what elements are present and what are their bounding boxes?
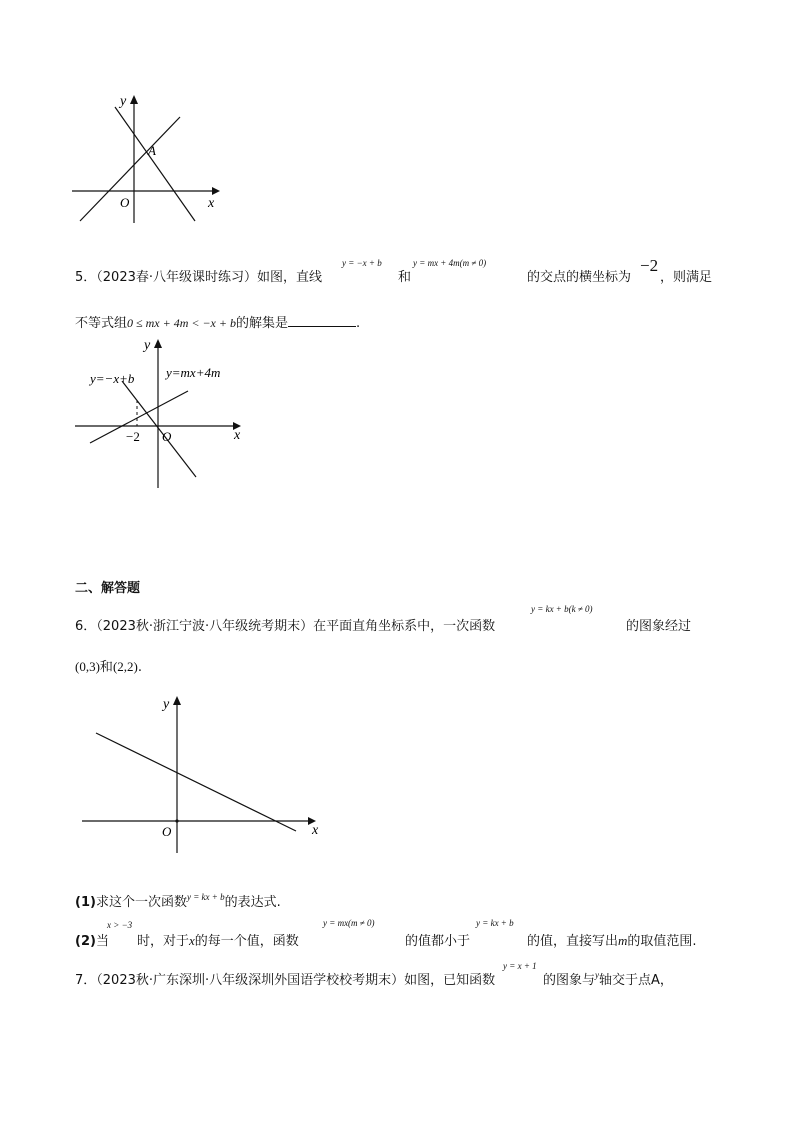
line-kx-b bbox=[96, 733, 296, 831]
part-label: (2) bbox=[75, 934, 96, 949]
period: . bbox=[137, 660, 142, 675]
y-label: y bbox=[163, 697, 170, 712]
figure-3-graph bbox=[80, 690, 330, 855]
origin-label: O bbox=[162, 429, 172, 444]
formula-func1: y = mx(m ≠ 0) bbox=[323, 918, 375, 928]
tick-neg2-label: −2 bbox=[126, 429, 140, 444]
question-number: 5． bbox=[75, 270, 97, 285]
point-a-label: A bbox=[148, 143, 156, 158]
question-source: （2023秋·浙江宁波·八年级统考期末）在平面直角坐标系中，一次函数 bbox=[96, 619, 496, 634]
x-axis-arrow-icon bbox=[212, 187, 220, 195]
text2: 的图象与 bbox=[543, 973, 596, 988]
question-source: （2023春·八年级课时练习）如图，直线 bbox=[96, 270, 322, 285]
and-text: 和 bbox=[398, 270, 412, 285]
inequality: 0 ≤ mx + 4m < −x + b bbox=[127, 316, 236, 330]
text3: 的每一个值，函数 bbox=[194, 934, 299, 949]
formula-func: y = x + 1 bbox=[503, 961, 537, 971]
question-6-line2 bbox=[75, 656, 142, 675]
origin-label: O bbox=[162, 824, 172, 839]
question-number: 6． bbox=[75, 619, 97, 634]
and-text: 和 bbox=[99, 660, 113, 675]
text2: 时，对于 bbox=[137, 934, 190, 949]
text6: 的取值范围. bbox=[627, 934, 697, 949]
question-6-part-1 bbox=[75, 891, 281, 910]
var-x: x bbox=[189, 933, 195, 948]
x-label: x bbox=[208, 196, 215, 211]
x-label: x bbox=[234, 428, 241, 443]
formula-line1: y = −x + b bbox=[342, 258, 382, 268]
formula-func2: y = kx + b bbox=[476, 918, 514, 928]
origin-dot bbox=[175, 819, 178, 822]
point-2: (2,2) bbox=[112, 659, 138, 674]
var-m: m bbox=[618, 933, 628, 948]
text-after: 的交点的横坐标为 bbox=[527, 270, 632, 285]
formula-func: y = kx + b(k ≠ 0) bbox=[531, 604, 593, 614]
origin-label: O bbox=[120, 195, 130, 210]
period: . bbox=[356, 316, 361, 331]
condition: x > −3 bbox=[107, 920, 133, 930]
question-7 bbox=[75, 969, 495, 988]
y-axis-arrow-icon bbox=[173, 696, 181, 705]
inequality-prefix: 不等式组 bbox=[75, 316, 128, 331]
formula: y = kx + b bbox=[186, 892, 225, 902]
text-end: ，则满足 bbox=[660, 270, 713, 285]
x-label: x bbox=[312, 823, 319, 838]
line-rising bbox=[80, 117, 180, 221]
y-axis-arrow-icon bbox=[154, 339, 162, 348]
part-label: (1) bbox=[75, 895, 96, 910]
part-text: 求这个一次函数 bbox=[95, 895, 187, 910]
text1: 当 bbox=[95, 934, 109, 949]
question-5 bbox=[75, 266, 322, 285]
text-after: 的图象经过 bbox=[626, 619, 692, 634]
y-label: y bbox=[120, 94, 127, 109]
figure-2-graph bbox=[70, 335, 260, 495]
point-1: (0,3) bbox=[75, 659, 100, 674]
question-5-line2 bbox=[75, 312, 360, 331]
question-6-part-2-mid bbox=[137, 930, 299, 949]
question-7-end bbox=[543, 969, 673, 988]
text5: 的值，直接写出 bbox=[527, 934, 619, 949]
line2-label: y=mx+4m bbox=[166, 365, 221, 380]
y-label: y bbox=[144, 338, 151, 353]
text4: 的值都小于 bbox=[405, 934, 471, 949]
line1-label: y=−x+b bbox=[90, 371, 135, 386]
axis-y: y bbox=[595, 970, 600, 980]
question-6 bbox=[75, 615, 495, 634]
question-source: （2023秋·广东深圳·八年级深圳外国语学校校考期末）如图，已知函数 bbox=[96, 973, 496, 988]
answer-blank bbox=[288, 314, 356, 327]
formula-line2: y = mx + 4m(m ≠ 0) bbox=[413, 258, 487, 268]
part-text-end: 的表达式. bbox=[224, 895, 281, 910]
value-neg2: −2 bbox=[640, 256, 659, 275]
question-number: 7． bbox=[75, 973, 97, 988]
text3: 轴交于点A， bbox=[599, 973, 673, 988]
figure-1-graph bbox=[60, 85, 230, 225]
inequality-suffix: 的解集是 bbox=[235, 316, 288, 331]
question-6-part-2-end bbox=[527, 930, 697, 949]
section-title: 二、解答题 bbox=[75, 581, 141, 596]
question-6-part-2 bbox=[75, 930, 109, 949]
y-axis-arrow-icon bbox=[130, 95, 138, 104]
